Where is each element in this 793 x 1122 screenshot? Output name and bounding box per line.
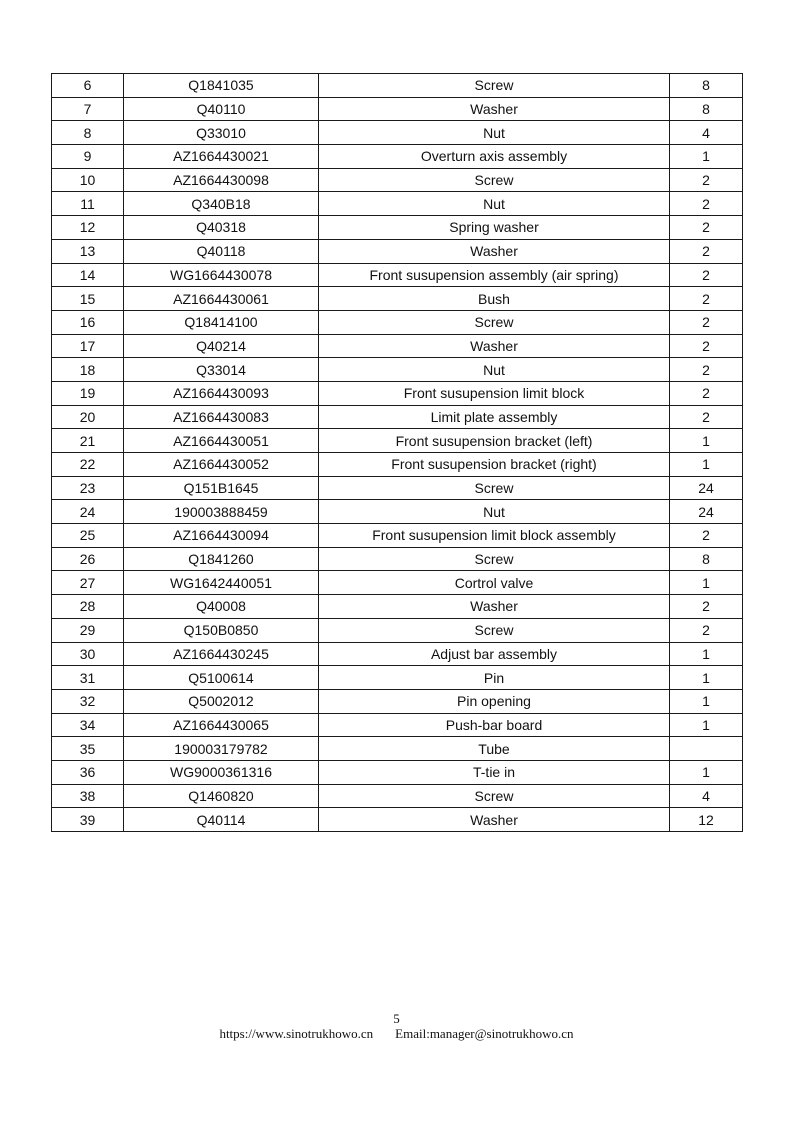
parts-table-body xyxy=(52,74,743,832)
cell-part-name: Screw xyxy=(319,547,670,571)
cell-quantity: 4 xyxy=(670,784,743,808)
cell-quantity: 8 xyxy=(670,547,743,571)
cell-quantity: 1 xyxy=(670,453,743,477)
cell-part-code: Q1841260 xyxy=(124,547,319,571)
table-row xyxy=(52,737,743,761)
table-row xyxy=(52,666,743,690)
cell-item-no: 21 xyxy=(52,429,124,453)
cell-item-no: 14 xyxy=(52,263,124,287)
cell-part-name: Front susupension assembly (air spring) xyxy=(319,263,670,287)
table-row xyxy=(52,405,743,429)
cell-part-code: AZ1664430098 xyxy=(124,168,319,192)
cell-item-no: 34 xyxy=(52,713,124,737)
cell-part-code: Q40318 xyxy=(124,216,319,240)
cell-item-no: 10 xyxy=(52,168,124,192)
cell-item-no: 35 xyxy=(52,737,124,761)
table-row xyxy=(52,713,743,737)
cell-quantity: 24 xyxy=(670,476,743,500)
footer-website: https://www.sinotrukhowo.cn xyxy=(219,1026,374,1041)
cell-part-name: Washer xyxy=(319,97,670,121)
cell-part-name: Nut xyxy=(319,500,670,524)
table-row xyxy=(52,168,743,192)
table-row xyxy=(52,74,743,98)
cell-quantity xyxy=(670,737,743,761)
cell-part-code: AZ1664430061 xyxy=(124,287,319,311)
cell-part-name: Nut xyxy=(319,192,670,216)
cell-quantity: 2 xyxy=(670,239,743,263)
cell-part-name: Cortrol valve xyxy=(319,571,670,595)
cell-item-no: 29 xyxy=(52,618,124,642)
cell-part-name: Overturn axis assembly xyxy=(319,145,670,169)
cell-part-name: Front susupension limit block xyxy=(319,381,670,405)
table-row xyxy=(52,524,743,548)
cell-part-code: AZ1664430052 xyxy=(124,453,319,477)
cell-item-no: 8 xyxy=(52,121,124,145)
cell-quantity: 2 xyxy=(670,334,743,358)
table-row xyxy=(52,784,743,808)
cell-item-no: 27 xyxy=(52,571,124,595)
cell-part-name: T-tie in xyxy=(319,760,670,784)
table-row xyxy=(52,192,743,216)
cell-part-code: Q40118 xyxy=(124,239,319,263)
cell-part-code: WG1642440051 xyxy=(124,571,319,595)
cell-part-name: Spring washer xyxy=(319,216,670,240)
cell-part-code: AZ1664430021 xyxy=(124,145,319,169)
cell-part-name: Front susupension bracket (left) xyxy=(319,429,670,453)
cell-part-name: Bush xyxy=(319,287,670,311)
cell-quantity: 2 xyxy=(670,524,743,548)
cell-part-name: Screw xyxy=(319,74,670,98)
cell-quantity: 1 xyxy=(670,689,743,713)
table-row xyxy=(52,145,743,169)
cell-quantity: 4 xyxy=(670,121,743,145)
cell-item-no: 12 xyxy=(52,216,124,240)
footer-contact xyxy=(0,1026,793,1042)
table-row xyxy=(52,358,743,382)
cell-part-name: Nut xyxy=(319,121,670,145)
cell-part-code: AZ1664430083 xyxy=(124,405,319,429)
cell-part-code: Q40214 xyxy=(124,334,319,358)
cell-part-name: Washer xyxy=(319,239,670,263)
cell-item-no: 13 xyxy=(52,239,124,263)
cell-quantity: 2 xyxy=(670,405,743,429)
cell-item-no: 30 xyxy=(52,642,124,666)
table-row xyxy=(52,760,743,784)
cell-item-no: 26 xyxy=(52,547,124,571)
cell-quantity: 2 xyxy=(670,263,743,287)
cell-item-no: 24 xyxy=(52,500,124,524)
cell-quantity: 24 xyxy=(670,500,743,524)
cell-part-code: Q18414100 xyxy=(124,310,319,334)
cell-item-no: 17 xyxy=(52,334,124,358)
table-row xyxy=(52,97,743,121)
cell-quantity: 2 xyxy=(670,595,743,619)
cell-part-name: Nut xyxy=(319,358,670,382)
table-row xyxy=(52,216,743,240)
cell-part-name: Push-bar board xyxy=(319,713,670,737)
cell-part-name: Screw xyxy=(319,310,670,334)
cell-part-name: Tube xyxy=(319,737,670,761)
page-number: 5 xyxy=(393,1011,400,1026)
cell-part-name: Washer xyxy=(319,595,670,619)
cell-quantity: 2 xyxy=(670,287,743,311)
cell-part-code: Q340B18 xyxy=(124,192,319,216)
table-row xyxy=(52,239,743,263)
cell-quantity: 1 xyxy=(670,642,743,666)
cell-part-code: Q33014 xyxy=(124,358,319,382)
table-row xyxy=(52,642,743,666)
cell-quantity: 2 xyxy=(670,310,743,334)
cell-item-no: 38 xyxy=(52,784,124,808)
cell-part-code: AZ1664430245 xyxy=(124,642,319,666)
cell-quantity: 2 xyxy=(670,618,743,642)
table-row xyxy=(52,500,743,524)
cell-item-no: 36 xyxy=(52,760,124,784)
cell-item-no: 22 xyxy=(52,453,124,477)
cell-quantity: 2 xyxy=(670,358,743,382)
cell-quantity: 2 xyxy=(670,192,743,216)
cell-quantity: 1 xyxy=(670,713,743,737)
cell-part-code: AZ1664430093 xyxy=(124,381,319,405)
cell-quantity: 1 xyxy=(670,666,743,690)
cell-part-code: 190003888459 xyxy=(124,500,319,524)
footer-email: Email:manager@sinotrukhowo.cn xyxy=(395,1026,574,1041)
cell-part-code: Q1841035 xyxy=(124,74,319,98)
cell-item-no: 7 xyxy=(52,97,124,121)
cell-part-code: Q5100614 xyxy=(124,666,319,690)
cell-part-name: Adjust bar assembly xyxy=(319,642,670,666)
table-row xyxy=(52,618,743,642)
cell-item-no: 18 xyxy=(52,358,124,382)
cell-item-no: 25 xyxy=(52,524,124,548)
cell-quantity: 8 xyxy=(670,74,743,98)
cell-quantity: 2 xyxy=(670,216,743,240)
cell-part-name: Screw xyxy=(319,168,670,192)
cell-item-no: 23 xyxy=(52,476,124,500)
cell-part-name: Front susupension bracket (right) xyxy=(319,453,670,477)
cell-part-name: Screw xyxy=(319,784,670,808)
cell-item-no: 28 xyxy=(52,595,124,619)
cell-quantity: 2 xyxy=(670,381,743,405)
cell-item-no: 39 xyxy=(52,808,124,832)
table-row xyxy=(52,334,743,358)
cell-part-code: WG9000361316 xyxy=(124,760,319,784)
table-row xyxy=(52,263,743,287)
cell-part-code: Q1460820 xyxy=(124,784,319,808)
cell-part-code: 190003179782 xyxy=(124,737,319,761)
table-row xyxy=(52,310,743,334)
table-row xyxy=(52,287,743,311)
cell-item-no: 19 xyxy=(52,381,124,405)
table-row xyxy=(52,808,743,832)
cell-part-name: Screw xyxy=(319,618,670,642)
cell-item-no: 31 xyxy=(52,666,124,690)
cell-item-no: 9 xyxy=(52,145,124,169)
cell-part-name: Screw xyxy=(319,476,670,500)
cell-item-no: 11 xyxy=(52,192,124,216)
cell-part-name: Pin opening xyxy=(319,689,670,713)
cell-part-code: Q40110 xyxy=(124,97,319,121)
table-row xyxy=(52,689,743,713)
cell-quantity: 1 xyxy=(670,760,743,784)
table-row xyxy=(52,453,743,477)
cell-quantity: 2 xyxy=(670,168,743,192)
cell-part-name: Washer xyxy=(319,334,670,358)
cell-quantity: 1 xyxy=(670,145,743,169)
cell-item-no: 32 xyxy=(52,689,124,713)
table-row xyxy=(52,429,743,453)
table-row xyxy=(52,476,743,500)
cell-part-code: WG1664430078 xyxy=(124,263,319,287)
cell-part-code: Q40114 xyxy=(124,808,319,832)
cell-quantity: 1 xyxy=(670,429,743,453)
table-row xyxy=(52,571,743,595)
cell-part-code: Q40008 xyxy=(124,595,319,619)
cell-item-no: 16 xyxy=(52,310,124,334)
cell-part-name: Front susupension limit block assembly xyxy=(319,524,670,548)
cell-part-code: Q151B1645 xyxy=(124,476,319,500)
cell-part-code: AZ1664430051 xyxy=(124,429,319,453)
cell-item-no: 15 xyxy=(52,287,124,311)
table-row xyxy=(52,595,743,619)
cell-part-name: Limit plate assembly xyxy=(319,405,670,429)
cell-part-code: Q5002012 xyxy=(124,689,319,713)
cell-quantity: 8 xyxy=(670,97,743,121)
parts-table xyxy=(51,73,743,832)
table-row xyxy=(52,381,743,405)
cell-part-code: AZ1664430065 xyxy=(124,713,319,737)
cell-part-name: Washer xyxy=(319,808,670,832)
cell-quantity: 12 xyxy=(670,808,743,832)
cell-part-name: Pin xyxy=(319,666,670,690)
cell-part-code: AZ1664430094 xyxy=(124,524,319,548)
cell-part-code: Q150B0850 xyxy=(124,618,319,642)
table-row xyxy=(52,547,743,571)
cell-item-no: 20 xyxy=(52,405,124,429)
table-row xyxy=(52,121,743,145)
cell-part-code: Q33010 xyxy=(124,121,319,145)
cell-item-no: 6 xyxy=(52,74,124,98)
cell-quantity: 1 xyxy=(670,571,743,595)
